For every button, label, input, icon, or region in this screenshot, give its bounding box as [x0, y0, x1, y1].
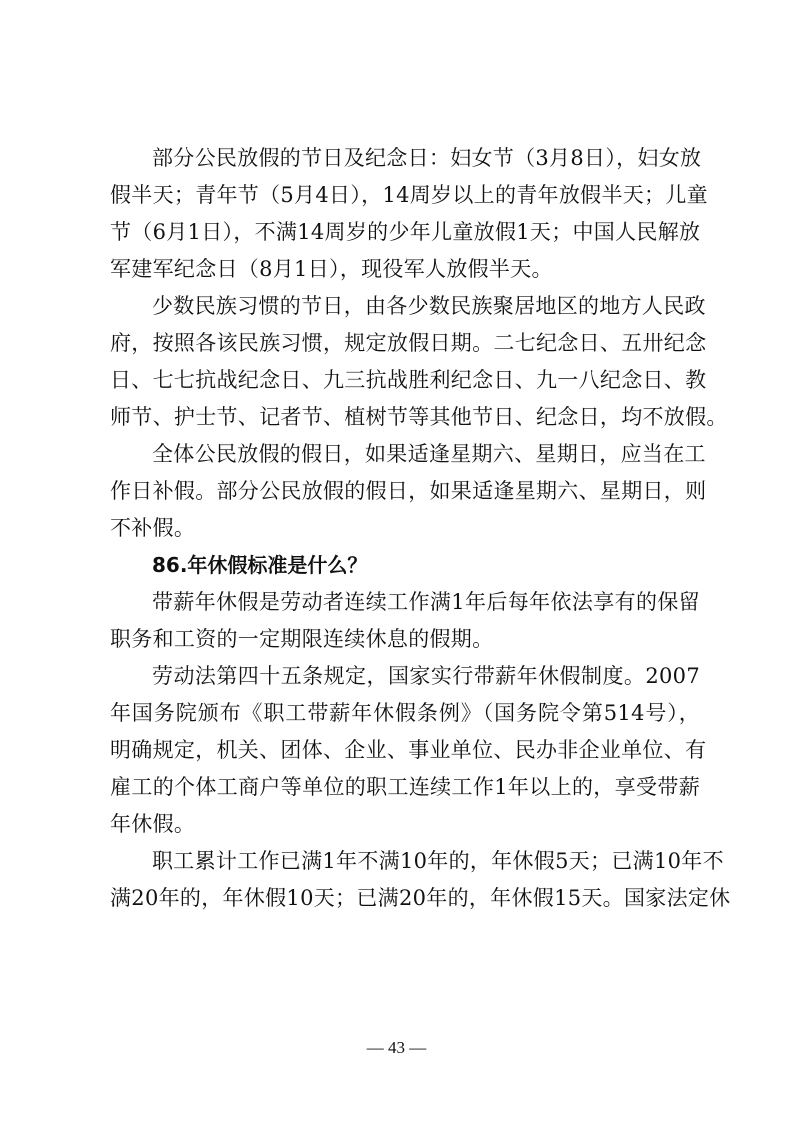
page-number: — 43 — — [366, 1038, 427, 1057]
paragraph-labor-law — [110, 658, 707, 843]
text-line: 满20年的，年休假10天；已满20年的，年休假15天。国家法定休 — [110, 886, 731, 910]
text-line: 全体公民放假的假日，如果适逢星期六、星期日，应当在工 — [152, 442, 706, 466]
text-line: 年国务院颁布《职工带薪年休假条例》（国务院令第514号）， — [110, 701, 700, 725]
text-line: 少数民族习惯的节日，由各少数民族聚居地区的地方人民政 — [152, 294, 706, 318]
paragraph-leave-days — [110, 843, 731, 917]
text-line: 带薪年休假是劳动者连续工作满1年后每年依法享有的保留 — [152, 590, 700, 614]
text-line: 明确规定，机关、团体、企业、事业单位、民办非企业单位、有 — [110, 738, 707, 762]
text-line: 劳动法第四十五条规定，国家实行带薪年休假制度。2007 — [152, 664, 700, 688]
text-line: 年休假。 — [110, 812, 196, 836]
text-line: 职务和工资的一定期限连续休息的假期。 — [110, 627, 494, 651]
text-line: 节（6月1日），不满14周岁的少年儿童放假1天；中国人民解放 — [110, 220, 701, 244]
page-body — [110, 140, 731, 917]
text-line: 作日补假。部分公民放假的假日，如果适逢星期六、星期日，则 — [110, 479, 707, 503]
section-heading: 86.年休假标准是什么？ — [152, 553, 368, 577]
paragraph-ethnic-holidays — [110, 288, 728, 436]
text-line: 日、七七抗战纪念日、九三抗战胜利纪念日、九一八纪念日、教 — [110, 368, 707, 392]
text-line: 军建军纪念日（8月1日），现役军人放假半天。 — [110, 257, 553, 281]
paragraph-annual-leave-definition — [110, 584, 700, 658]
text-line: 师节、护士节、记者节、植树节等其他节日、纪念日，均不放假。 — [110, 405, 728, 429]
text-line: 部分公民放假的节日及纪念日：妇女节（3月8日），妇女放 — [152, 146, 702, 170]
text-line: 假半天；青年节（5月4日），14周岁以上的青年放假半天；儿童 — [110, 183, 708, 207]
text-line: 雇工的个体工商户等单位的职工连续工作1年以上的，享受带薪 — [110, 775, 700, 799]
paragraph-makeup-holidays — [110, 436, 707, 547]
text-line: 府，按照各该民族习惯，规定放假日期。二七纪念日、五卅纪念 — [110, 331, 707, 355]
text-line: 不补假。 — [110, 516, 196, 540]
text-line: 职工累计工作已满1年不满10年的，年休假5天；已满10年不 — [152, 849, 724, 873]
paragraph-partial-holidays — [110, 140, 708, 288]
